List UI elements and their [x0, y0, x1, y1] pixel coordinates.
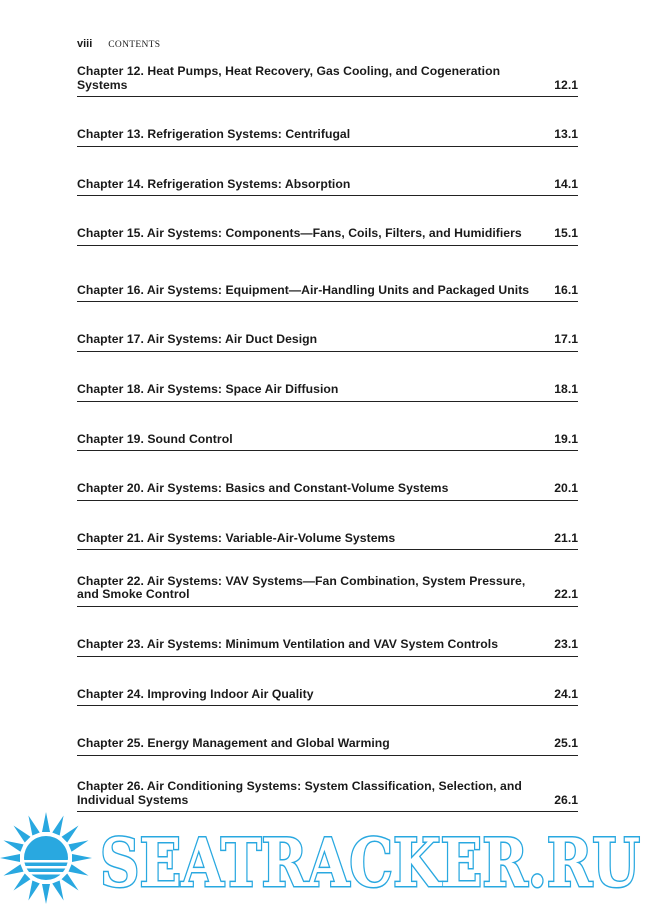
toc-entry-page: 18.1	[554, 382, 578, 397]
seatracker-watermark	[0, 808, 651, 909]
toc-entry-title: Chapter 23. Air Systems: Minimum Ventilation and VAV System Controls	[77, 637, 499, 652]
sun-logo-icon	[0, 812, 92, 904]
toc-entry-chapter-21[interactable]	[77, 522, 578, 550]
toc-entry-chapter-18[interactable]	[77, 374, 578, 402]
toc-entry-title: Chapter 18. Air Systems: Space Air Diffusion	[77, 382, 339, 397]
toc-entry-chapter-15[interactable]	[77, 218, 578, 246]
watermark-text: SEATRACKER.RU	[100, 824, 640, 902]
toc-entry-title: Chapter 15. Air Systems: Components—Fans, Coils, Filters, and Humidifiers	[77, 226, 522, 241]
toc-entry-title: Chapter 12. Heat Pumps, Heat Recovery, Gas Cooling, and Cogeneration Systems	[77, 64, 501, 92]
page-number: viii	[77, 38, 93, 50]
toc-entry-title: Chapter 25. Energy Management and Global Warming	[77, 736, 390, 751]
toc-entry-page: 17.1	[554, 332, 578, 347]
toc-entry-chapter-19[interactable]	[77, 423, 578, 451]
toc-entry-title: Chapter 26. Air Conditioning Systems: System Classification, Selection, and Individual Systems	[77, 779, 522, 807]
toc-entry-chapter-23[interactable]	[77, 629, 578, 657]
toc-entry-page: 14.1	[554, 176, 578, 191]
toc-entry-chapter-12[interactable]	[77, 62, 578, 97]
toc-entry-page: 19.1	[554, 431, 578, 446]
toc-entry-title: Chapter 19. Sound Control	[77, 431, 233, 446]
toc-entry-page: 16.1	[554, 282, 578, 297]
toc-entry-page: 23.1	[554, 637, 578, 652]
toc-entry-chapter-14[interactable]	[77, 168, 578, 196]
toc-entry-title: Chapter 22. Air Systems: VAV Systems—Fan Combination, System Pressure, and Smoke Control	[77, 573, 526, 602]
toc-entry-page: 20.1	[554, 481, 578, 496]
running-head: CONTENTS	[108, 40, 161, 50]
toc-entry-title: Chapter 14. Refrigeration Systems: Absorption	[77, 176, 351, 191]
toc-entry-chapter-24[interactable]	[77, 678, 578, 706]
table-of-contents	[77, 62, 578, 834]
toc-entry-page: 24.1	[554, 686, 578, 701]
toc-entry-page: 21.1	[554, 530, 578, 545]
toc-entry-title: Chapter 24. Improving Indoor Air Quality	[77, 686, 314, 701]
toc-entry-title: Chapter 21. Air Systems: Variable-Air-Volume Systems	[77, 530, 396, 545]
toc-entry-chapter-20[interactable]	[77, 473, 578, 501]
toc-entry-title: Chapter 20. Air Systems: Basics and Constant-Volume Systems	[77, 481, 449, 496]
toc-entry-chapter-16[interactable]	[77, 267, 578, 302]
page-header	[77, 38, 160, 50]
toc-entry-title: Chapter 17. Air Systems: Air Duct Design	[77, 332, 318, 347]
toc-entry-chapter-13[interactable]	[77, 119, 578, 147]
toc-entry-title: Chapter 16. Air Systems: Equipment—Air-Handling Units and Packaged Units	[77, 282, 530, 297]
toc-entry-page: 25.1	[554, 736, 578, 751]
toc-entry-title: Chapter 13. Refrigeration Systems: Centrifugal	[77, 127, 351, 142]
toc-entry-chapter-22[interactable]	[77, 572, 578, 607]
toc-entry-page: 15.1	[554, 226, 578, 241]
toc-entry-chapter-25[interactable]	[77, 728, 578, 756]
toc-entry-page: 22.1	[554, 587, 578, 602]
toc-entry-page: 26.1	[554, 792, 578, 807]
toc-entry-chapter-17[interactable]	[77, 324, 578, 352]
toc-entry-page: 12.1	[554, 77, 578, 92]
toc-entry-page: 13.1	[554, 127, 578, 142]
